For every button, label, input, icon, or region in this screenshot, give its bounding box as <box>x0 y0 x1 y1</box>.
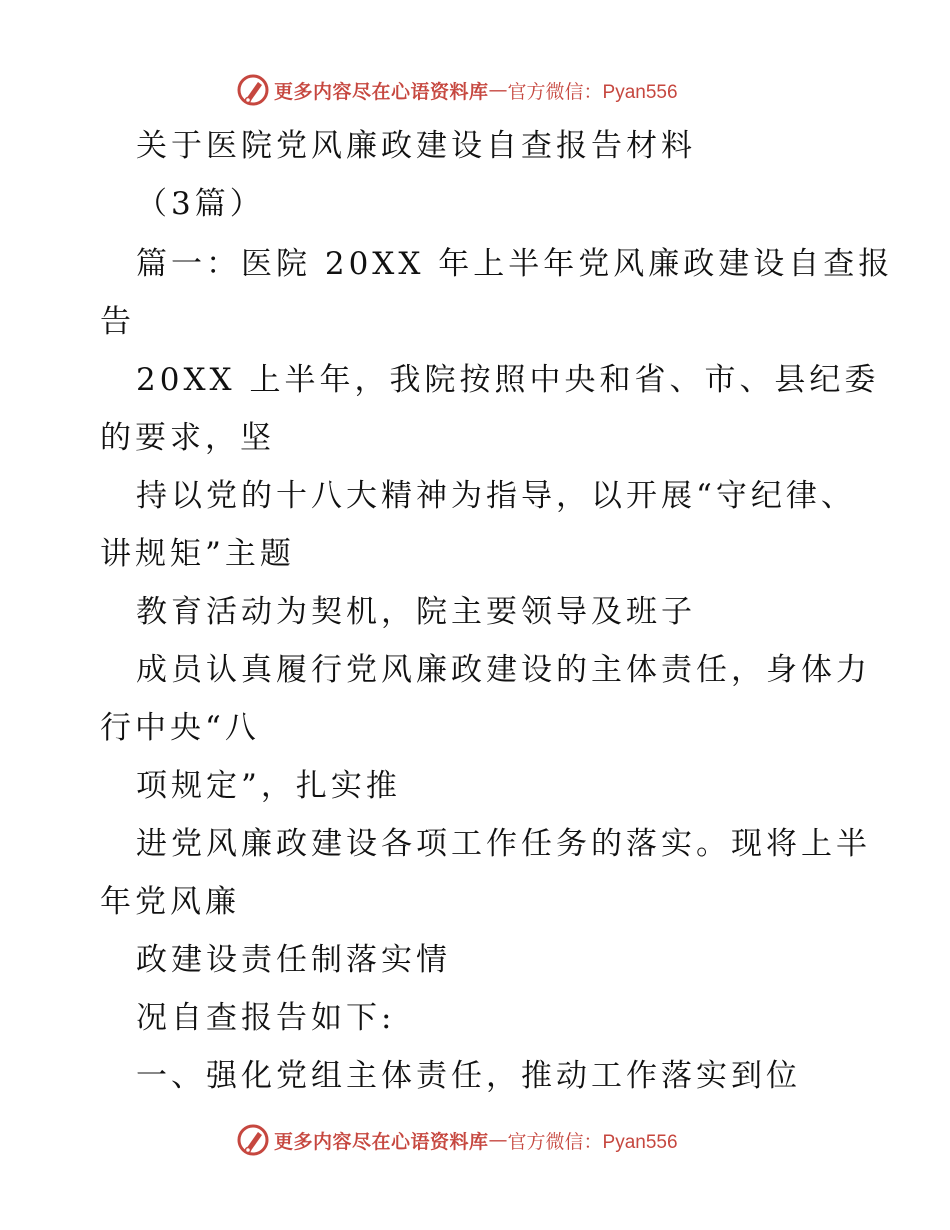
pen-seal-logo-icon <box>236 1123 270 1157</box>
paragraph-line: 教育活动为契机，院主要领导及班子 <box>136 594 696 630</box>
pen-seal-logo-icon <box>236 73 270 107</box>
paragraph-line: 讲规矩”主题 <box>100 536 295 572</box>
paragraph-line: 20XX 上半年，我院按照中央和省、市、县纪委 <box>136 362 880 398</box>
banner-text: 更多内容尽在心语资料库 <box>274 1130 489 1153</box>
paragraph-line: 项规定”，扎实推 <box>136 768 401 804</box>
banner-separator: — <box>488 79 508 101</box>
paragraph-line: 成员认真履行党风廉政建设的主体责任，身体力 <box>136 652 871 688</box>
paragraph-line: 政建设责任制落实情 <box>136 942 451 978</box>
section-heading-line-2: 告 <box>100 304 135 340</box>
paragraph-line: 况自查报告如下: <box>136 1000 396 1036</box>
banner-text: 更多内容尽在心语资料库 <box>274 80 489 103</box>
banner-contact: 官方微信：Pyan556 <box>507 1131 678 1153</box>
paragraph-line: 持以党的十八大精神为指导，以开展“守纪律、 <box>136 478 856 514</box>
document-title: 关于医院党风廉政建设自查报告材料 <box>136 128 696 164</box>
header-watermark-banner <box>236 72 678 108</box>
paragraph-line: 年党风廉 <box>100 884 240 920</box>
subsection-heading: 一、强化党组主体责任，推动工作落实到位 <box>136 1058 801 1094</box>
banner-contact: 官方微信：Pyan556 <box>507 81 678 103</box>
paragraph-line: 行中央“八 <box>100 710 260 746</box>
paragraph-line: 的要求，坚 <box>100 420 275 456</box>
document-subtitle: （3篇） <box>136 186 265 222</box>
footer-watermark-banner <box>236 1122 678 1158</box>
section-heading-line-1: 篇一：医院 20XX 年上半年党风廉政建设自查报 <box>136 246 894 282</box>
paragraph-line: 进党风廉政建设各项工作任务的落实。现将上半 <box>136 826 871 862</box>
banner-separator: — <box>488 1129 508 1151</box>
